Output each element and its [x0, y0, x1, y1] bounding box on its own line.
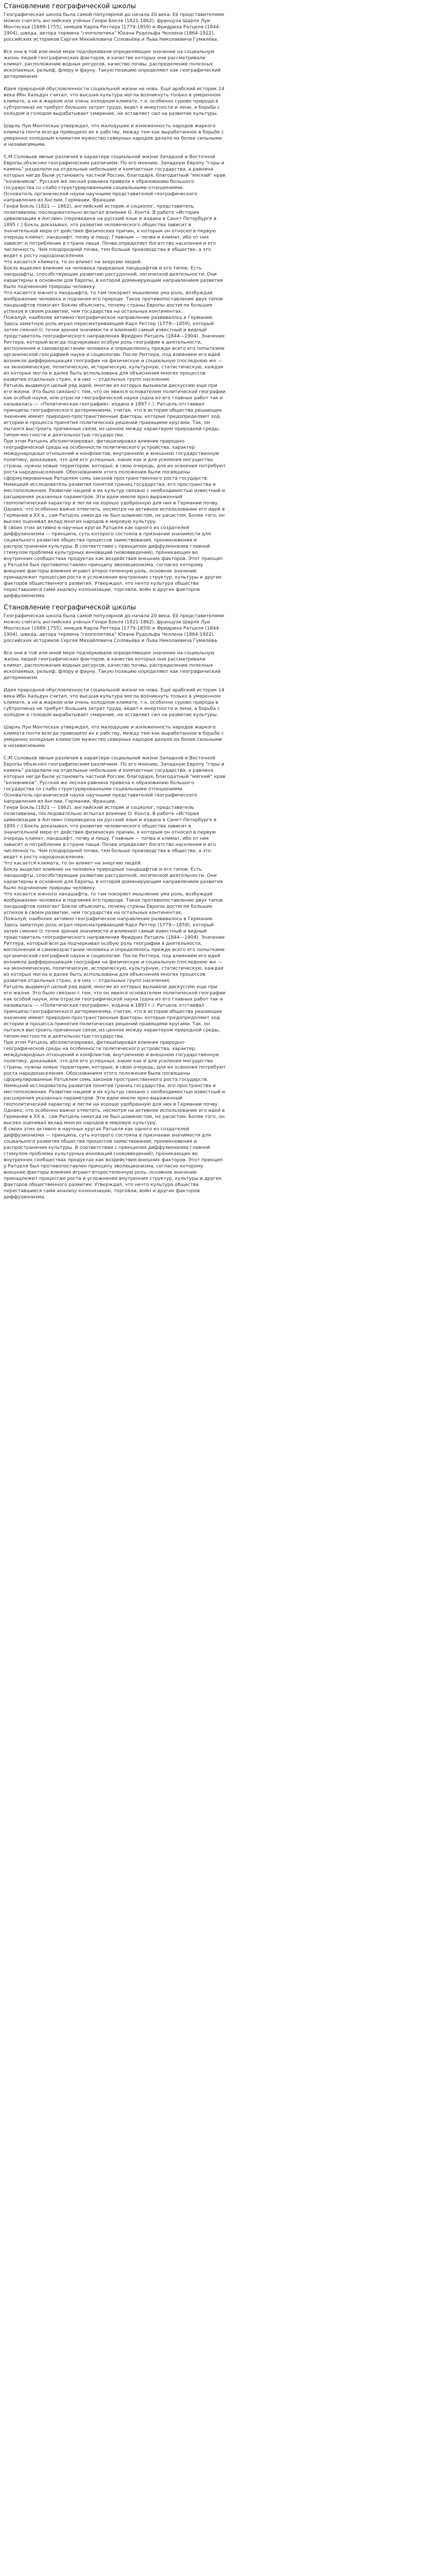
article-paragraph: Географическая школа была самой популярной до начала 20 века. Её представителями можно считать английских учёных Генри Бокля (1821-1862), француза Шарля Луи Монтескье (1689-1755), немцев Карла Риттера (1779-1859) и Фридриха Ратцеля (1844-1904), шведа, автора термина "геополитика" Юхана Рудольфа Челлена (1864-1922), российских историков Сергея Михайловича Соловьёва и Льва Николаевича Гумилёва.	[4, 614, 224, 643]
article-paragraph: Шарль Луи Монтескье утверждал, что малодушие и изнеженность народов жаркого климата почти всегда приводило их к рабству, между тем как выработанное в борьбе с умеренно холодным климатом мужество северных народов делало их более сильными и независимыми.	[4, 124, 224, 147]
article-paragraph: Шарль Луи Монтескье утверждал, что малодушие и изнеженность народов жаркого климата почти всегда приводило их к рабству, между тем как выработанное в борьбе с умеренно холодным климатом мужество северных народов делало их более сильными и независимыми.	[4, 725, 224, 749]
article-paragraph: С.М.Соловьев явные различия в характере социальной жизни Западной и Восточной Европы объяснял географическим различием. По его мнению, Западную Европу "горы и камень" разделили на отдельные небольшие и компактные государства, а равнина которых нигде были установить частной России, благодаря, благодатный "мягкий" нрав "кочевников". Русская же лесная равнина привела к образованию большого государства со слабо структурированными социальными отношениями. Основатель органической науки научными представителей географического направления из Англии, Германии, Франции. Генри Бокль (1821 — 1862), английский историк и социолог, представитель позитивизма, последовательно испытал влияние О. Конта. В работе «История цивилизации в Англии» (переведена на русский язык и издана в Санкт-Петербурге в 1895 г.) Бокль доказывал, что развитие человеческого общества зависит в значительной мере от действия физических причин, к которым он относил в первую очередь климат, ландшафт, почву и пищу. Главным — почва и климат, ибо от них зависит и потребление в стране пищи. Почва определяет богатство населения и его численность. Чем плодородней почва, тем больше производства в обществе, а это ведет к росту народонаселения. Что касается климата, то он влияет на энергию людей. Бокль выделил влияние на человека природных ландшафтов и его типов. Есть ландшафты, способствующие развитию рассудочной, логической деятельности. Они характерны в основном для Европы, в которой доминирующим направлением развития было подчинение природы человеку. Что касается южного ландшафта, то там покоряет мышление ума роль, возбуждая воображение человека и подчиняя его природе. Такое противопоставление двух типов ландшафтов помогает Боклю объяснить, почему страны Европы достигли больших успехов в своем развитии, чем государства на остальных континентах. Пожалуй, наиболее активно географическое направление развивалось в Германии. Здесь заметную роль играл пересматривающий Карл Риттер (1779—1859), который затем сменил (с точки зрения значимости и влияния) самый известный и видный представитель географического направления Фридрих Ратцель (1844—1904). Значение Риттера, который всегда подчеркивал особую роль географии в деятельности, восполнения и самовозрастании человека и определялось прежде всего его попытками органической географией науки и социологии. После Риттера, под влиянием его идей возникла дифференциация географии на физическую и социальную (последнюю же — на экономическую, политическую, историческую, культурную, статистическую, каждая из которых могла и далее быть использована для объяснения многих процессов развития отдельных стран, а в них — отдельных групп населения. Ратцель выдвинул целый ряд идей, многие из которых вызывали дискуссию еще при его жизни. Это было связано с тем, что он явился основателем политической географии как особой науки, или отрасли географической науки (одна из его главных работ так и называлась — «Политическая география», издана в 1897 г.). Ратцель отстаивал принципы географического детерминизма, считая, что в истории общества решающее значение имеют природно-пространственные факторы, которые предопределяют ход истории и процесса принятия политических решений правящими кругами. Так, он пытался выстроить причинные связи, из ценное между характером природной среды, типом местности и деятельностью государства. При этом Ратцель абсолютизировал, фетишизировал влияние природно-географической среды на особенности политического устройства, характер международных отношений и конфликтов, внутреннюю и внешнюю государственную политику, доказывая, что для его успешных, каких как и для усиления могущества страны, нужны новые территории, которые, в свою очередь, для их освоения потребуют роста народонаселения. Обоснованием этого положения были посвящены сформулированные Ратцелем семь законов пространственного роста государств. Немецкий исследователь развития понятия границ государства, его пространства и местоположения. Развитие нацией и их культур связано с необходимостью известный и расширения указанных параметров. Эти идеи имели ярко выраженный геополитический характер и легли на хорошо удобренную для них в Германии почву. Однако, что особенно важно отметить, несмотря на активное использование его идей в Германии в XX в., сам Ратцель никогда не был шовинистом, не расистом. Более того, он высоко оценивал вклад многих народов в мировую культуру. В своих этих активно в научных кругах Ратцеля как одного из создателей диффузионизма — принципа, суть которого состояла в признании значимости для социального развития общества процессов заимствования, проникновения и распространения культуры. В соответствии с принципом диффузионизма главной стимулом проблема культурных инноваций (нововведений), проникающих во внутренних сообществах продуктах как воздействия внешних факторов. Этот принцип у Ратцеля был противопоставлен принципу эволюционизма, согласно которому внешние факторы влияния играют второстепенную роль, основное значение принадлежит процессам роста и усложнения внутренних структур, культуры и других факторов общественного развития. Утверждал, что нечто культура общества переставшиеся сами анализу колонизации, торговли, войн и других факторов диффузионизма.	[4, 155, 226, 599]
page	[0, 0, 436, 1200]
article-paragraph: Все они в той или иной мере подчёркивали определяющее значение на социальную жизнь людей географических факторов, в качестве которых они рассматривали климат, расположение водных ресурсов, качество почвы, распределение полезных ископаемых, рельеф, флору и фауну. Такую позицию определяют как географический детерминизм.	[4, 49, 221, 79]
article-title: Становление географической школы	[4, 3, 136, 10]
article-paragraph: Идея природной обусловленности социальной жизни не нова. Ещё арабский историк 14 века Ибн Хальдун считал, что высшая культура могла возникнуть только в умеренном климате, а не в жарком или очень холодном климате, т.к. особенно сурово природа в субтропиках не требует больших затрат труда, ведет к инертности и лени, а борьба с холодом и голодом вырабатывает смирение, не оставляет сил на развитие культуры.	[4, 87, 224, 116]
article-title: Становление географической школы	[4, 604, 136, 612]
article-paragraph: С.М.Соловьев явные различия в характере социальной жизни Западной и Восточной Европы объяснял географическим различием. По его мнению, Западную Европу "горы и камень" разделили на отдельные небольшие и компактные государства, а равнина которых нигде были установить частной России, благодаря, благодатный "мягкий" нрав "кочевников". Русская же лесная равнина привела к образованию большого государства со слабо структурированными социальными отношениями. Основатель органической науки научными представителей географического направления из Англии, Германии, Франции. Генри Бокль (1821 — 1862), английский историк и социолог, представитель позитивизма, последовательно испытал влияние О. Конта. В работе «История цивилизации в Англии» (переведена на русский язык и издана в Санкт-Петербурге в 1895 г.) Бокль доказывал, что развитие человеческого общества зависит в значительной мере от действия физических причин, к которым он относил в первую очередь климат, ландшафт, почву и пищу. Главным — почва и климат, ибо от них зависит и потребление в стране пищи. Почва определяет богатство населения и его численность. Чем плодородней почва, тем больше производства в обществе, а это ведет к росту народонаселения. Что касается климата, то он влияет на энергию людей. Бокль выделил влияние на человека природных ландшафтов и его типов. Есть ландшафты, способствующие развитию рассудочной, логической деятельности. Они характерны в основном для Европы, в которой доминирующим направлением развития было подчинение природы человеку. Что касается южного ландшафта, то там покоряет мышление ума роль, возбуждая воображение человека и подчиняя его природе. Такое противопоставление двух типов ландшафтов помогает Боклю объяснить, почему страны Европы достигли больших успехов в своем развитии, чем государства на остальных континентах. Пожалуй, наиболее активно географическое направление развивалось в Германии. Здесь заметную роль играл пересматривающий Карл Риттер (1779—1859), который затем сменил (с точки зрения значимости и влияния) самый известный и видный представитель географического направления Фридрих Ратцель (1844—1904). Значение Риттера, который всегда подчеркивал особую роль географии в деятельности, восполнения и самовозрастании человека и определялось прежде всего его попытками органической географией науки и социологии. После Риттера, под влиянием его идей возникла дифференциация географии на физическую и социальную (последнюю же — на экономическую, политическую, историческую, культурную, статистическую, каждая из которых могла и далее быть использована для объяснения многих процессов развития отдельных стран, а в них — отдельных групп населения. Ратцель выдвинул целый ряд идей, многие из которых вызывали дискуссию еще при его жизни. Это было связано с тем, что он явился основателем политической географии как особой науки, или отрасли географической науки (одна из его главных работ так и называлась — «Политическая география», издана в 1897 г.). Ратцель отстаивал принципы географического детерминизма, считая, что в истории общества решающее значение имеют природно-пространственные факторы, которые предопределяют ход истории и процесса принятия политических решений правящими кругами. Так, он пытался выстроить причинные связи, из ценное между характером природной среды, типом местности и деятельностью государства. При этом Ратцель абсолютизировал, фетишизировал влияние природно-географической среды на особенности политического устройства, характер международных отношений и конфликтов, внутреннюю и внешнюю государственную политику, доказывая, что для его успешных, каких как и для усиления могущества страны, нужны новые территории, которые, в свою очередь, для их освоения потребуют роста народонаселения. Обоснованием этого положения были посвящены сформулированные Ратцелем семь законов пространственного роста государств. Немецкий исследователь развития понятия границ государства, его пространства и местоположения. Развитие нацией и их культур связано с необходимостью известный и расширения указанных параметров. Эти идеи имели ярко выраженный геополитический характер и легли на хорошо удобренную для них в Германии почву. Однако, что особенно важно отметить, несмотря на активное использование его идей в Германии в XX в., сам Ратцель никогда не был шовинистом, не расистом. Более того, он высоко оценивал вклад многих народов в мировую культуру. В своих этих активно в научных кругах Ратцеля как одного из создателей диффузионизма — принципа, суть которого состояла в признании значимости для социального развития общества процессов заимствования, проникновения и распространения культуры. В соответствии с принципом диффузионизма главной стимулом проблема культурных инноваций (нововведений), проникающих во внутренних сообществах продуктах как воздействия внешних факторов. Этот принцип у Ратцеля был противопоставлен принципу эволюционизма, согласно которому внешние факторы влияния играют второстепенную роль, основное значение принадлежит процессам роста и усложнения внутренних структур, культуры и других факторов общественного развития. Утверждал, что нечто культура общества переставшиеся сами анализу колонизации, торговли, войн и других факторов диффузионизма.	[4, 756, 226, 1200]
article	[4, 2, 226, 599]
article-paragraph: Все они в той или иной мере подчёркивали определяющее значение на социальную жизнь людей географических факторов, в качестве которых они рассматривали климат, расположение водных ресурсов, качество почвы, распределение полезных ископаемых, рельеф, флору и фауну. Такую позицию определяют как географический детерминизм.	[4, 651, 221, 681]
article-paragraph: Идея природной обусловленности социальной жизни не нова. Ещё арабский историк 14 века Ибн Хальдун считал, что высшая культура могла возникнуть только в умеренном климате, а не в жарком или очень холодном климате, т.к. особенно сурово природа в субтропиках не требует больших затрат труда, ведет к инертности и лени, а борьба с холодом и голодом вырабатывает смирение, не оставляет сил на развитие культуры.	[4, 688, 224, 718]
article	[4, 603, 226, 1200]
article-list	[4, 2, 432, 1200]
article-paragraph: Географическая школа была самой популярной до начала 20 века. Её представителями можно считать английских учёных Генри Бокля (1821-1862), француза Шарля Луи Монтескье (1689-1755), немцев Карла Риттера (1779-1859) и Фридриха Ратцеля (1844-1904), шведа, автора термина "геополитика" Юхана Рудольфа Челлена (1864-1922), российских историков Сергея Михайловича Соловьёва и Льва Николаевича Гумилёва.	[4, 12, 224, 42]
